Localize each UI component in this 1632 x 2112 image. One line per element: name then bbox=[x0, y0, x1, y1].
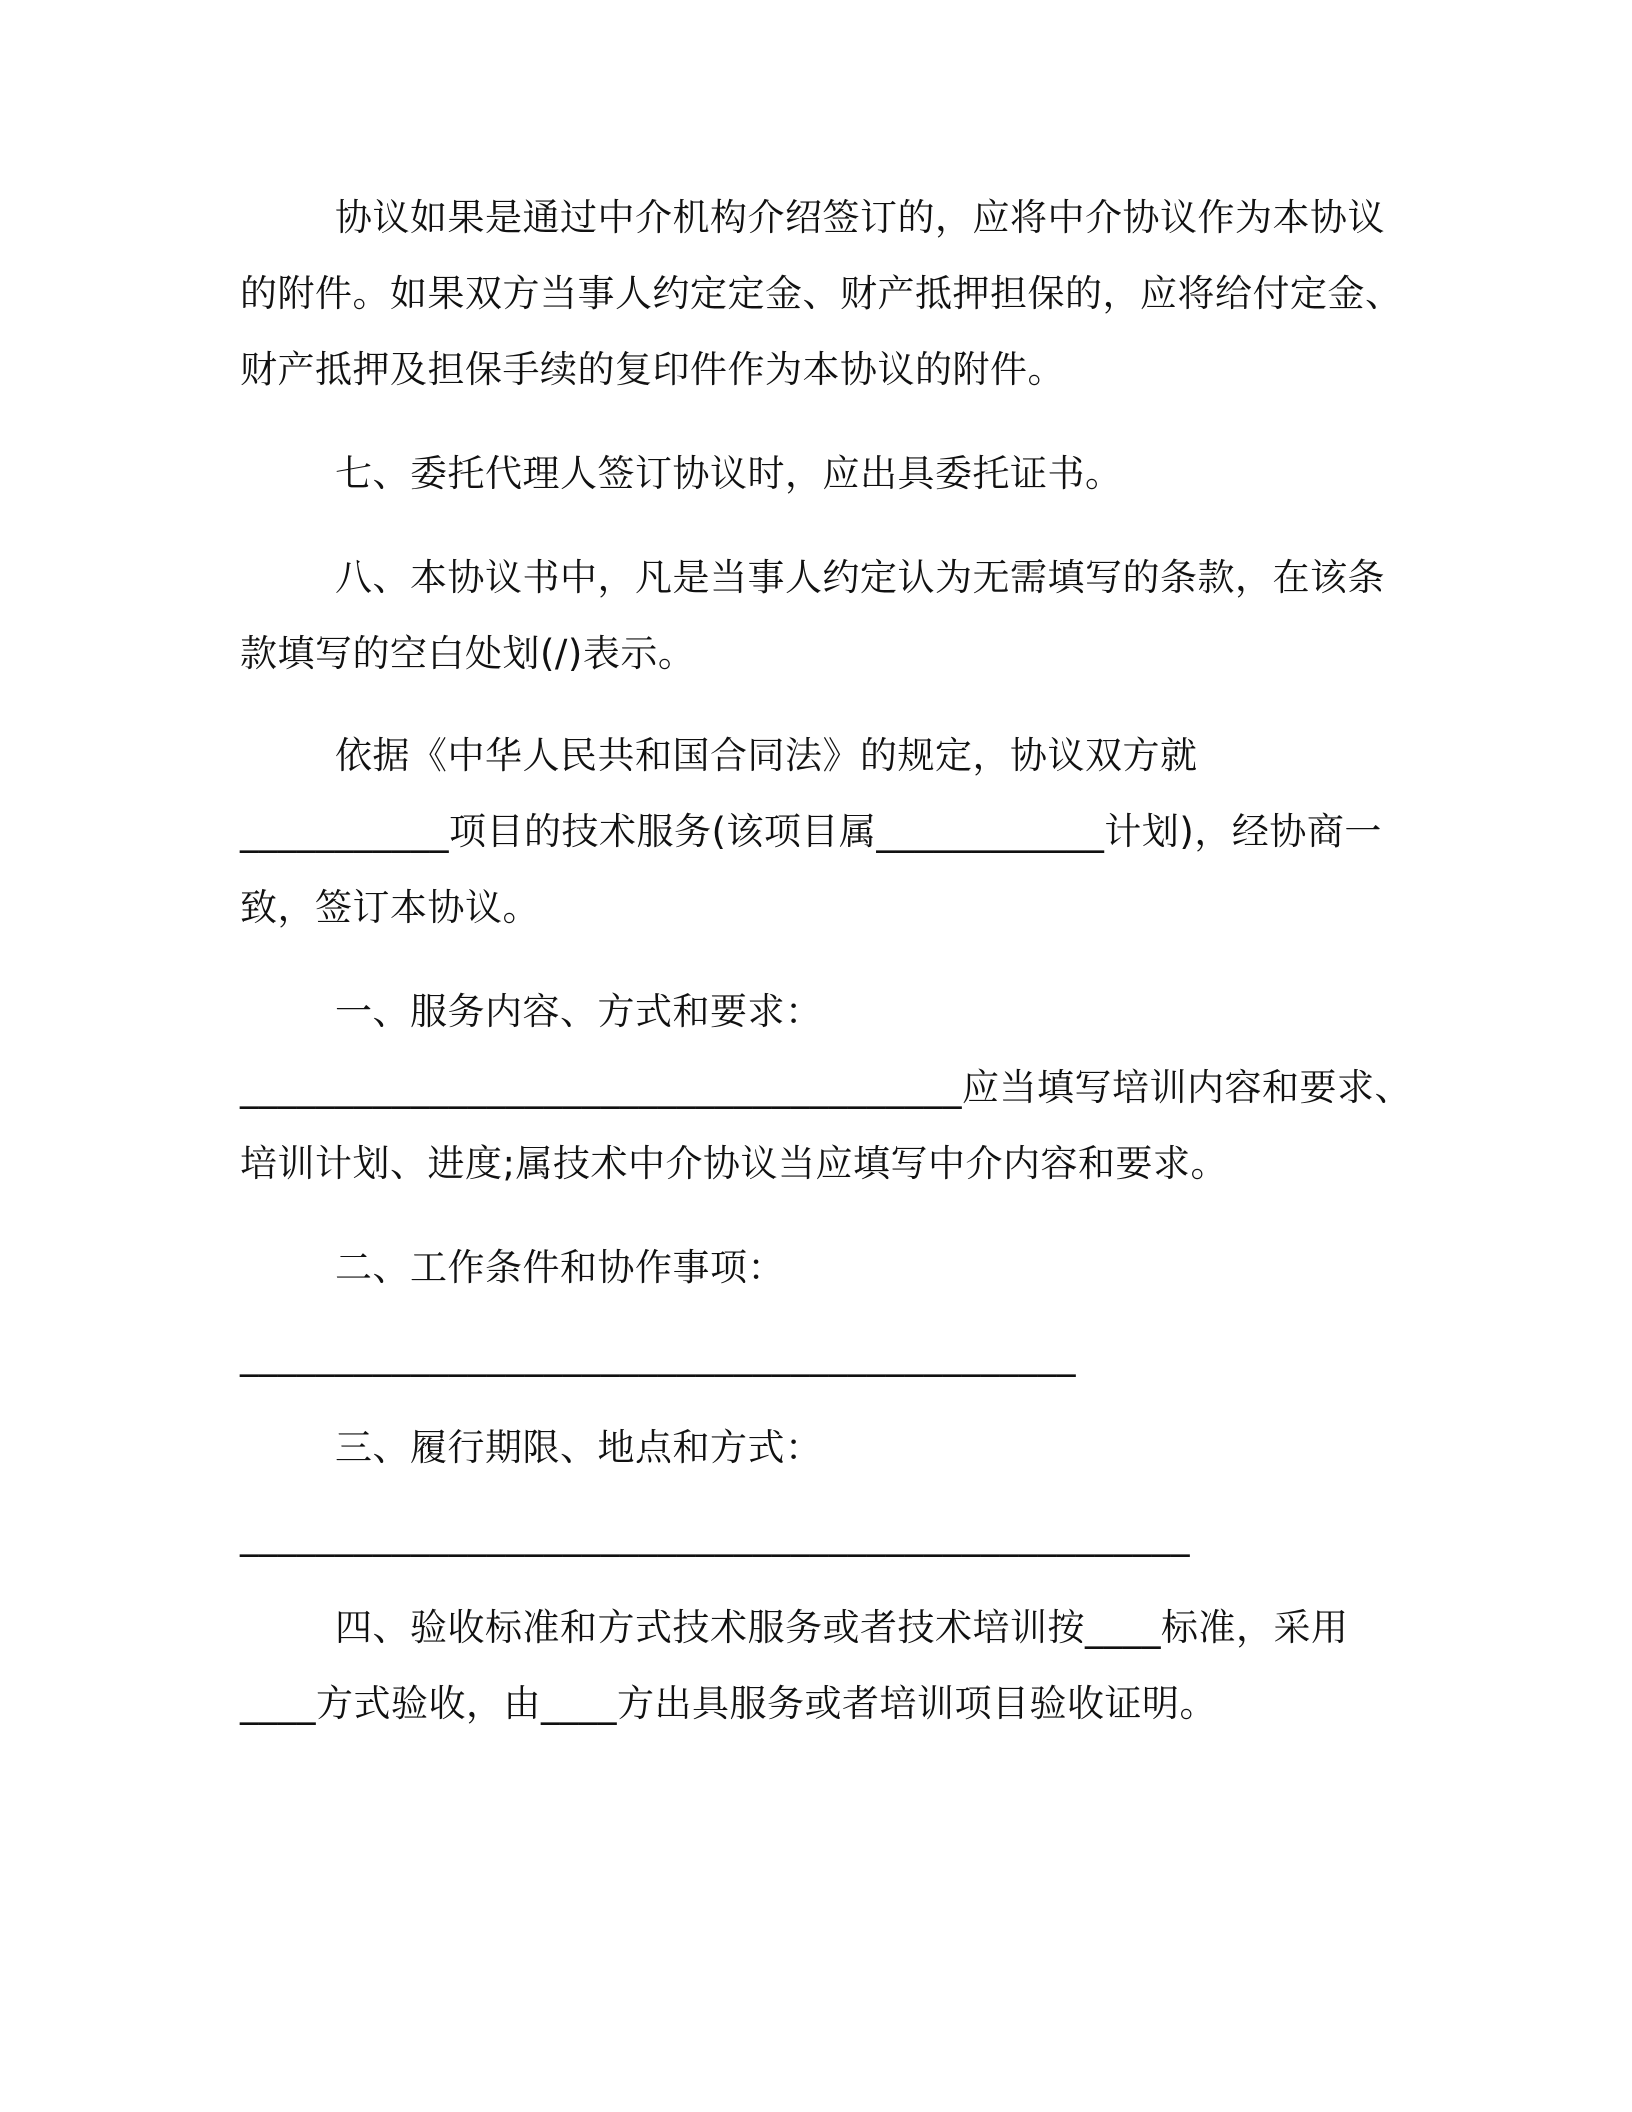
blank-fill-line: __________________________________________________ bbox=[240, 1514, 1190, 1557]
paragraph-line: 培训计划、进度;属技术中介协议当应填写中介内容和要求。 bbox=[240, 1142, 1228, 1185]
paragraph-line: ______________________________________应当填写培训内容和要求、 bbox=[240, 1066, 1412, 1109]
paragraph-line: 协议如果是通过中介机构介绍签订的，应将中介协议作为本协议 bbox=[335, 196, 1385, 239]
preamble-line: 致，签订本协议。 bbox=[240, 886, 540, 929]
section-heading-4: 四、验收标准和方式技术服务或者技术培训按____标准，采用 bbox=[335, 1606, 1349, 1649]
preamble-line: 依据《中华人民共和国合同法》的规定，协议双方就 bbox=[335, 734, 1198, 777]
paragraph-line: 的附件。如果双方当事人约定定金、财产抵押担保的，应将给付定金、 bbox=[240, 272, 1403, 315]
clause-eight: 八、本协议书中，凡是当事人约定认为无需填写的条款，在该条 bbox=[335, 556, 1385, 599]
section-heading-2: 二、工作条件和协作事项： bbox=[335, 1246, 785, 1289]
blank-fill-line: ____________________________________________ bbox=[240, 1334, 1076, 1377]
section-heading-3: 三、履行期限、地点和方式： bbox=[335, 1426, 823, 1469]
paragraph-line: 款填写的空白处划(/)表示。 bbox=[240, 632, 696, 675]
clause-seven: 七、委托代理人签订协议时，应出具委托证书。 bbox=[335, 452, 1123, 495]
preamble-line: ___________项目的技术服务(该项目属____________计划)，经协商一 bbox=[240, 810, 1382, 853]
paragraph-line: ____方式验收，由____方出具服务或者培训项目验收证明。 bbox=[240, 1682, 1217, 1725]
section-heading-1: 一、服务内容、方式和要求： bbox=[335, 990, 823, 1033]
paragraph-line: 财产抵押及担保手续的复印件作为本协议的附件。 bbox=[240, 348, 1065, 391]
